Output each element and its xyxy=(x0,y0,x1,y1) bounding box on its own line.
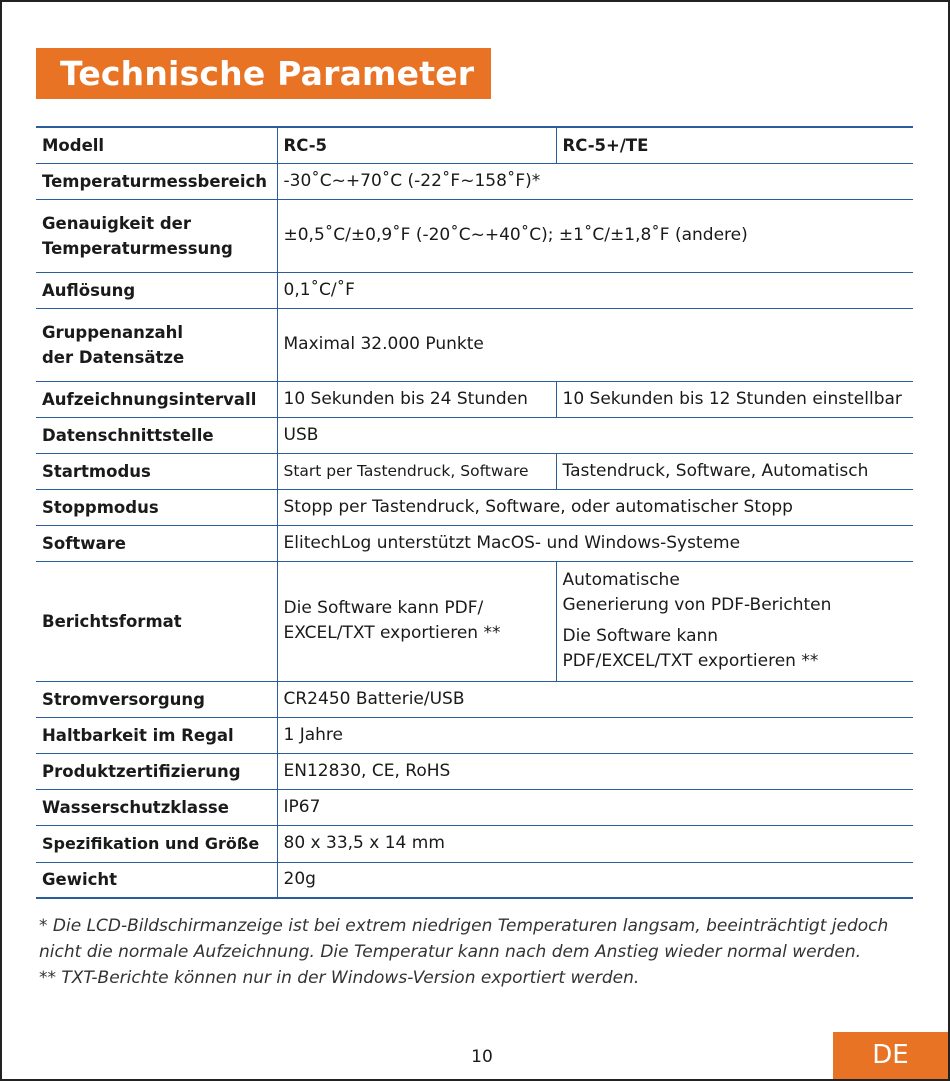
table-row xyxy=(36,862,913,898)
row-label: Produktzertifizierung xyxy=(36,753,277,789)
row-label: Auflösung xyxy=(36,272,277,308)
language-tab xyxy=(833,1032,948,1079)
row-label: Berichtsformat xyxy=(36,561,277,681)
row-value: 1 Jahre xyxy=(277,717,913,753)
row-label: Spezifikation und Größe xyxy=(36,825,277,862)
row-value: Maximal 32.000 Punkte xyxy=(277,308,913,381)
row-label: Wasserschutzklasse xyxy=(36,789,277,825)
footnote-line: nicht die normale Aufzeichnung. Die Temperatur kann nach dem Anstieg wieder normal werden. xyxy=(39,942,862,962)
table-row xyxy=(36,561,913,681)
section-title-banner xyxy=(36,48,491,99)
row-label: Gewicht xyxy=(36,862,277,898)
row-label: Genauigkeit der Temperaturmessung xyxy=(36,199,277,272)
row-value: 80 x 33,5 x 14 mm xyxy=(277,825,913,862)
footnote-line: ** TXT-Berichte können nur in der Windows-Version exportiert werden. xyxy=(39,968,640,988)
footnote-line: * Die LCD-Bildschirmanzeige ist bei extrem niedrigen Temperaturen langsam, beeinträchtigt jedoch xyxy=(39,916,889,936)
row-value-model-2: Automatische Generierung von PDF-Berichten Die Software kann PDF/EXCEL/TXT exportieren ** xyxy=(556,561,913,681)
row-label: Haltbarkeit im Regal xyxy=(36,717,277,753)
table-row xyxy=(36,681,913,717)
row-value: EN12830, CE, RoHS xyxy=(277,753,913,789)
row-label: Stromversorgung xyxy=(36,681,277,717)
table-row xyxy=(36,525,913,561)
row-value: USB xyxy=(277,417,913,453)
row-value: 0,1˚C/˚F xyxy=(277,272,913,308)
row-label: Datenschnittstelle xyxy=(36,417,277,453)
header-model-1: RC-5 xyxy=(277,127,556,163)
table-row xyxy=(36,717,913,753)
row-value-model-1: 10 Sekunden bis 24 Stunden xyxy=(277,381,556,417)
row-label: Stoppmodus xyxy=(36,489,277,525)
table-row xyxy=(36,489,913,525)
row-label: Software xyxy=(36,525,277,561)
row-value: ±0,5˚C/±0,9˚F (-20˚C~+40˚C); ±1˚C/±1,8˚F (andere) xyxy=(277,199,913,272)
table-row xyxy=(36,789,913,825)
spec-table xyxy=(36,126,913,899)
footnotes xyxy=(39,913,929,991)
row-value-model-2: Tastendruck, Software, Automatisch xyxy=(556,453,913,489)
table-header-row xyxy=(36,127,913,163)
row-label: Temperaturmessbereich xyxy=(36,163,277,199)
table-row xyxy=(36,753,913,789)
row-value: ElitechLog unterstützt MacOS- und Windows-Systeme xyxy=(277,525,913,561)
table-row xyxy=(36,199,913,272)
row-value-model-1: Die Software kann PDF/ EXCEL/TXT exportieren ** xyxy=(277,561,556,681)
row-value: 20g xyxy=(277,862,913,898)
row-value: IP67 xyxy=(277,789,913,825)
table-row xyxy=(36,272,913,308)
language-code: DE xyxy=(872,1040,909,1070)
header-model-2: RC-5+/TE xyxy=(556,127,913,163)
row-value-model-2: 10 Sekunden bis 12 Stunden einstellbar xyxy=(556,381,913,417)
table-row xyxy=(36,417,913,453)
table-row xyxy=(36,163,913,199)
table-row xyxy=(36,453,913,489)
row-value: Stopp per Tastendruck, Software, oder automatischer Stopp xyxy=(277,489,913,525)
table-row xyxy=(36,308,913,381)
row-value-model-1: Start per Tastendruck, Software xyxy=(277,453,556,489)
row-label: Gruppenanzahl der Datensätze xyxy=(36,308,277,381)
table-row xyxy=(36,825,913,862)
table-row xyxy=(36,381,913,417)
row-label: Startmodus xyxy=(36,453,277,489)
section-title: Technische Parameter xyxy=(60,54,475,93)
row-value: CR2450 Batterie/USB xyxy=(277,681,913,717)
row-value: -30˚C~+70˚C (-22˚F~158˚F)* xyxy=(277,163,913,199)
header-label: Modell xyxy=(36,127,277,163)
row-label: Aufzeichnungsintervall xyxy=(36,381,277,417)
page-number: 10 xyxy=(471,1047,493,1067)
